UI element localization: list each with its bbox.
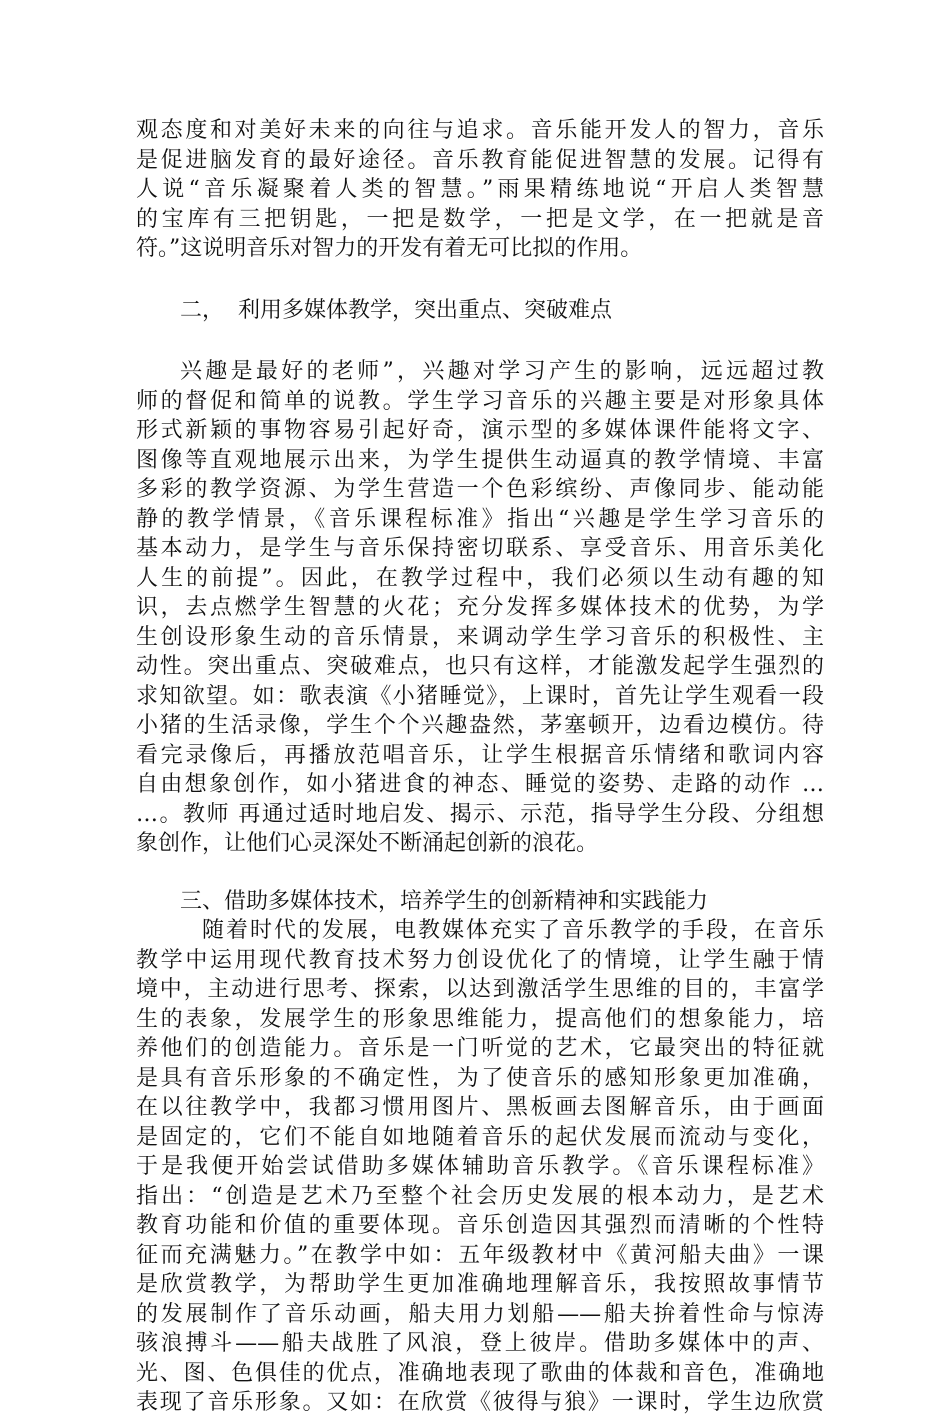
section-heading-2: 二， 利用多媒体教学，突出重点、突破难点 — [180, 297, 612, 323]
text-line: 生的表象，发展学生的形象思维能力，提高他们的想象能力，培 — [136, 1006, 824, 1032]
text-line: 是促进脑发育的最好途径。音乐教育能促进智慧的发展。记得有 — [136, 147, 824, 173]
text-line: …。教师 再通过适时地启发、揭示、示范，指导学生分段、分组想 — [136, 801, 824, 827]
text-line: 骇浪搏斗——船夫战胜了风浪，登上彼岸。借助多媒体中的声、 — [136, 1331, 824, 1356]
text-line: 境中，主动进行思考、探索，以达到激活学生思维的目的，丰富学 — [136, 977, 824, 1002]
paragraph-3 — [136, 916, 824, 1418]
text-line: 表现了音乐形象。又如：在欣赏《彼得与狼》一课时，学生边欣赏 — [136, 1390, 824, 1415]
text-line: 于是我便开始尝试借助多媒体辅助音乐教学。《音乐课程标准》 — [136, 1154, 824, 1179]
text-line: 光、图、色俱佳的优点，准确地表现了歌曲的体裁和音色，准确地 — [136, 1360, 824, 1386]
text-line: 的发展制作了音乐动画，船夫用力划船——船夫拚着性命与惊涛 — [136, 1301, 824, 1327]
text-line: 教育功能和价值的重要体现。音乐创造因其强烈而清晰的个性特 — [136, 1213, 824, 1238]
text-line: 求知欲望。如：歌表演《小猪睡觉》，上课时，首先让学生观看一段 — [136, 683, 824, 709]
text-line: 在以往教学中，我都习惯用图片、黑板画去图解音乐，由于画面 — [136, 1095, 824, 1120]
text-line: 自由想象创作，如小猪进食的神态、睡觉的姿势、走路的动作 … — [136, 772, 824, 797]
section-heading-3: 三、借助多媒体技术，培养学生的创新精神和实践能力 — [180, 888, 709, 914]
text-line: 的宝库有三把钥匙，一把是数学，一把是文学，在一把就是音 — [136, 206, 824, 232]
text-line: 动性。突出重点、突破难点，也只有这样，才能激发起学生强烈的 — [136, 654, 824, 679]
text-line: 人生的前提”。因此，在教学过程中，我们必须以生动有趣的知 — [136, 565, 824, 591]
text-line: 教学中运用现代教育技术努力创设优化了的情境，让学生融于情 — [136, 947, 824, 973]
text-line: 象创作，让他们心灵深处不断涌起创新的浪花。 — [136, 831, 599, 856]
text-line: 是具有音乐形象的不确定性，为了使音乐的感知形象更加准确， — [136, 1065, 824, 1091]
text-line: 静的教学情景，《音乐课程标准》指出“兴趣是学生学习音乐的 — [136, 506, 824, 532]
text-line: 随着时代的发展，电教媒体充实了音乐教学的手段，在音乐 — [202, 918, 824, 943]
paragraph-2 — [136, 357, 824, 859]
text-line: 小猪的生活录像，学生个个兴趣盎然，茅塞顿开，边看边模仿。待 — [136, 713, 824, 738]
text-line: 形式新颖的事物容易引起好奇，演示型的多媒体课件能将文字、 — [136, 418, 824, 443]
text-line: 师的督促和简单的说教。学生学习音乐的兴趣主要是对形象具体 — [136, 388, 824, 414]
document-body — [136, 116, 824, 1418]
text-line: 生创设形象生动的音乐情景，来调动学生学习音乐的积极性、主 — [136, 624, 824, 650]
text-line: 养他们的创造能力。音乐是一门听觉的艺术，它最突出的特征就 — [136, 1036, 824, 1061]
text-line: 基本动力，是学生与音乐保持密切联系、享受音乐、用音乐美化 — [136, 536, 824, 561]
text-line: 指出：“创造是艺术乃至整个社会历史发展的根本动力，是艺术 — [136, 1183, 824, 1209]
text-line: 多彩的教学资源、为学生营造一个色彩缤纷、声像同步、能动能 — [136, 477, 824, 502]
text-line: 是固定的，它们不能自如地随着音乐的起伏发展而流动与变化， — [136, 1124, 824, 1150]
text-line: 符。”这说明音乐对智力的开发有着无可比拟的作用。 — [136, 236, 643, 261]
text-line: 是欣赏教学，为帮助学生更加准确地理解音乐，我按照故事情节 — [136, 1272, 824, 1297]
text-line: 兴趣是最好的老师”，兴趣对学习产生的影响，远远超过教 — [180, 359, 824, 384]
text-line: 观态度和对美好未来的向往与追求。音乐能开发人的智力，音乐 — [136, 118, 824, 143]
text-line: 看完录像后，再播放范唱音乐，让学生根据音乐情绪和歌词内容 — [136, 742, 824, 768]
text-line: 图像等直观地展示出来，为学生提供生动逼真的教学情境、丰富 — [136, 447, 824, 473]
text-line: 征而充满魅力。”在教学中如：五年级教材中《黄河船夫曲》一课 — [136, 1242, 824, 1268]
text-line: 识，去点燃学生智慧的火花；充分发挥多媒体技术的优势，为学 — [136, 595, 824, 620]
text-line: 人说“音乐凝聚着人类的智慧。”雨果精练地说“开启人类智慧 — [136, 177, 824, 202]
paragraph-1 — [136, 116, 824, 264]
